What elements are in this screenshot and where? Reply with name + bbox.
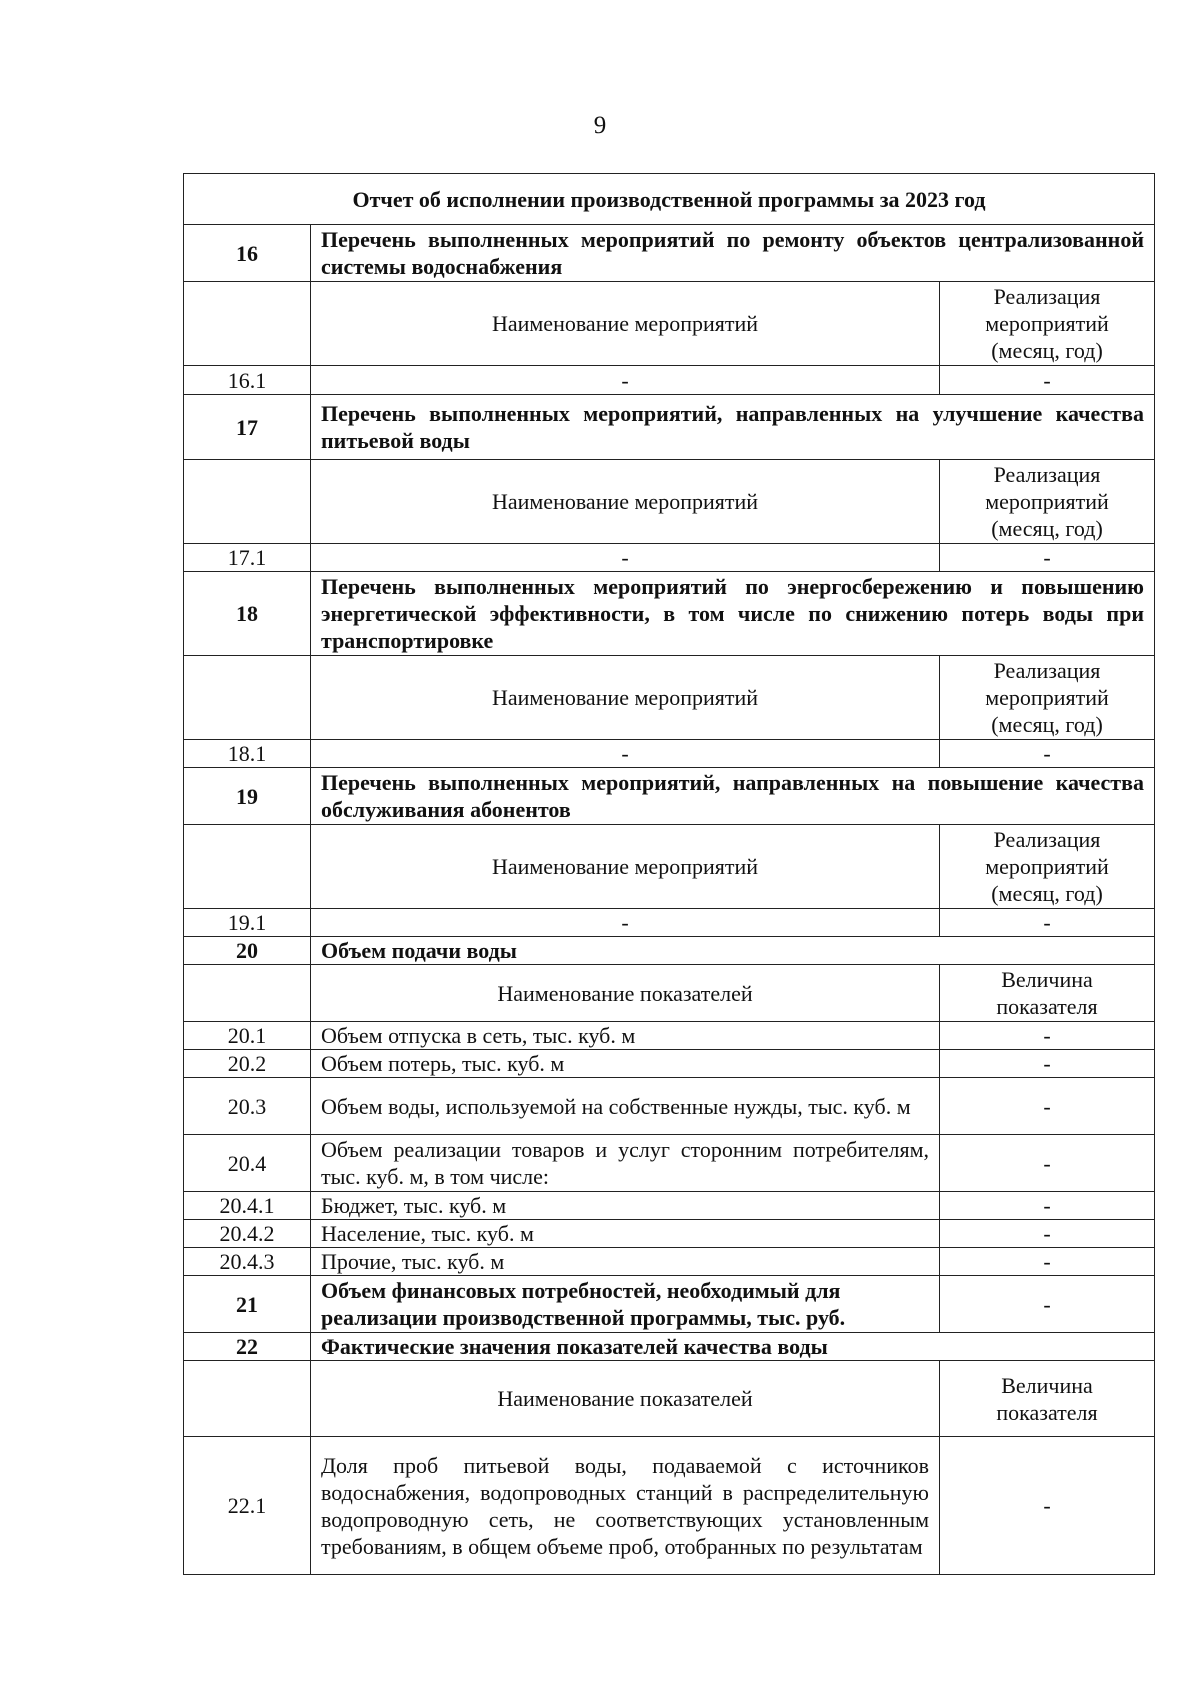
table-row: [184, 740, 1155, 768]
row-value: -: [940, 1192, 1155, 1220]
section-number: 19: [184, 768, 311, 825]
row-value: -: [940, 1078, 1155, 1135]
row-name: Прочие, тыс. куб. м: [311, 1248, 940, 1276]
header-activity-name: Наименование мероприятий: [311, 656, 940, 740]
section-row-19: [184, 768, 1155, 825]
row-name: Объем отпуска в сеть, тыс. куб. м: [311, 1022, 940, 1050]
row-number: 18.1: [184, 740, 311, 768]
section-title: Объем подачи воды: [311, 937, 1155, 965]
header-indicator-name: Наименование показателей: [311, 1361, 940, 1437]
section-title: Объем финансовых потребностей, необходимый для реализации производственной программы, тыс. руб.: [311, 1276, 940, 1333]
empty-cell: [184, 825, 311, 909]
row-value: -: [940, 366, 1155, 395]
row-name: Доля проб питьевой воды, подаваемой с источников водоснабжения, водопроводных станций в распределительную водопроводную сеть, не соответствующих установленным требованиям, в общем объеме проб, отобранных по результатам: [311, 1437, 940, 1575]
row-value: -: [940, 1248, 1155, 1276]
row-name: Объем воды, используемой на собственные нужды, тыс. куб. м: [311, 1078, 940, 1135]
header-activity-date: Реализация мероприятий (месяц, год): [940, 282, 1155, 366]
section-title: Перечень выполненных мероприятий по ремонту объектов централизованной системы водоснабжения: [311, 225, 1155, 282]
table-row: [184, 1192, 1155, 1220]
row-number: 16.1: [184, 366, 311, 395]
row-name: Бюджет, тыс. куб. м: [311, 1192, 940, 1220]
section-row-17: [184, 395, 1155, 460]
row-value: -: [940, 544, 1155, 572]
row-number: 17.1: [184, 544, 311, 572]
row-name: -: [311, 909, 940, 937]
header-indicator-value: Величина показателя: [940, 965, 1155, 1022]
row-number: 20.4.2: [184, 1220, 311, 1248]
header-activity-date: Реализация мероприятий (месяц, год): [940, 460, 1155, 544]
section-number: 17: [184, 395, 311, 460]
section-title: Фактические значения показателей качества воды: [311, 1333, 1155, 1361]
section-title: Перечень выполненных мероприятий, направленных на улучшение качества питьевой воды: [311, 395, 1155, 460]
row-number: 20.2: [184, 1050, 311, 1078]
table-title: Отчет об исполнении производственной программы за 2023 год: [184, 174, 1155, 225]
table-row: [184, 1248, 1155, 1276]
section-number: 22: [184, 1333, 311, 1361]
section-row-22: [184, 1333, 1155, 1361]
header-row: [184, 825, 1155, 909]
table-row: [184, 909, 1155, 937]
row-name: Объем потерь, тыс. куб. м: [311, 1050, 940, 1078]
row-number: 20.1: [184, 1022, 311, 1050]
table-row: [184, 1022, 1155, 1050]
header-row: [184, 282, 1155, 366]
header-row: [184, 656, 1155, 740]
section-row-21: [184, 1276, 1155, 1333]
row-value: -: [940, 740, 1155, 768]
row-number: 22.1: [184, 1437, 311, 1575]
table-title-row: [184, 174, 1155, 225]
row-value: -: [940, 1050, 1155, 1078]
table-row: [184, 1437, 1155, 1575]
report-table: [183, 173, 1155, 1575]
empty-cell: [184, 656, 311, 740]
row-value: -: [940, 909, 1155, 937]
header-activity-date: Реализация мероприятий (месяц, год): [940, 825, 1155, 909]
section-number: 18: [184, 572, 311, 656]
table-row: [184, 1050, 1155, 1078]
row-name: Объем реализации товаров и услуг сторонним потребителям, тыс. куб. м, в том числе:: [311, 1135, 940, 1192]
row-name: -: [311, 544, 940, 572]
header-indicator-name: Наименование показателей: [311, 965, 940, 1022]
table-row: [184, 1220, 1155, 1248]
row-name: -: [311, 740, 940, 768]
section-row-18: [184, 572, 1155, 656]
section-row-16: [184, 225, 1155, 282]
row-name: -: [311, 366, 940, 395]
empty-cell: [184, 965, 311, 1022]
row-value: -: [940, 1276, 1155, 1333]
table-row: [184, 1135, 1155, 1192]
section-row-20: [184, 937, 1155, 965]
section-number: 20: [184, 937, 311, 965]
section-title: Перечень выполненных мероприятий по энергосбережению и повышению энергетической эффективности, в том числе по снижению потерь воды при транспортировке: [311, 572, 1155, 656]
empty-cell: [184, 460, 311, 544]
header-activity-name: Наименование мероприятий: [311, 282, 940, 366]
row-value: -: [940, 1220, 1155, 1248]
section-number: 16: [184, 225, 311, 282]
row-number: 20.4: [184, 1135, 311, 1192]
header-activity-name: Наименование мероприятий: [311, 825, 940, 909]
row-number: 20.4.3: [184, 1248, 311, 1276]
header-indicator-value: Величина показателя: [940, 1361, 1155, 1437]
table-row: [184, 544, 1155, 572]
header-row: [184, 460, 1155, 544]
section-title: Перечень выполненных мероприятий, направленных на повышение качества обслуживания абонентов: [311, 768, 1155, 825]
row-number: 20.3: [184, 1078, 311, 1135]
section-number: 21: [184, 1276, 311, 1333]
table-row: [184, 1078, 1155, 1135]
header-activity-date: Реализация мероприятий (месяц, год): [940, 656, 1155, 740]
row-value: -: [940, 1135, 1155, 1192]
row-number: 19.1: [184, 909, 311, 937]
row-number: 20.4.1: [184, 1192, 311, 1220]
header-activity-name: Наименование мероприятий: [311, 460, 940, 544]
row-name: Население, тыс. куб. м: [311, 1220, 940, 1248]
header-row: [184, 1361, 1155, 1437]
row-value: -: [940, 1022, 1155, 1050]
empty-cell: [184, 282, 311, 366]
header-row: [184, 965, 1155, 1022]
page-number: 9: [593, 112, 607, 139]
table-row: [184, 366, 1155, 395]
empty-cell: [184, 1361, 311, 1437]
row-value: -: [940, 1437, 1155, 1575]
